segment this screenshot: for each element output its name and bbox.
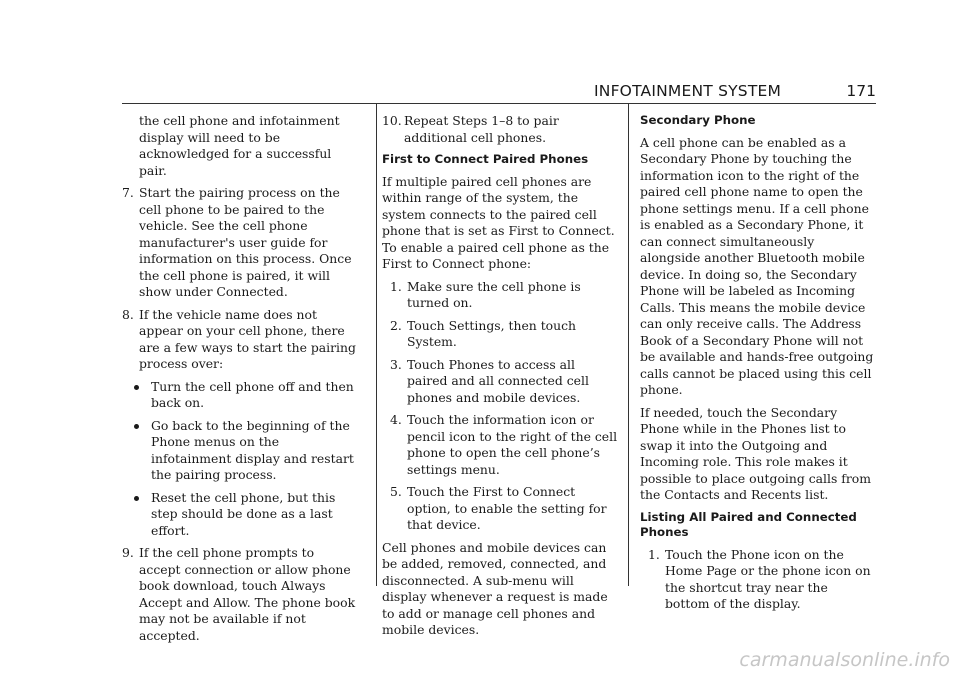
step-number: 2. <box>390 317 402 333</box>
step-text: If the cell phone prompts to accept connection or allow phone book download, touch Always Accept and Allow. The phone book may not be available if not accepted. <box>139 545 356 643</box>
step-8 <box>122 307 358 373</box>
section-heading: First to Connect Paired Phones <box>382 152 589 166</box>
bullet-item <box>122 379 358 412</box>
step-1 <box>390 279 618 312</box>
step-text: Touch the Phone icon on the Home Page or the phone icon on the shortcut tray near the bottom of the display. <box>665 546 871 611</box>
step-text: Make sure the cell phone is turned on. <box>407 278 581 310</box>
watermark: carmanualsonline.info <box>739 649 950 671</box>
step-text: Touch Settings, then touch System. <box>407 317 577 349</box>
step-3 <box>390 357 618 407</box>
section-heading: Listing All Paired and Connected Phones <box>640 509 857 539</box>
step-number: 3. <box>390 356 402 372</box>
step-text: Touch the information icon or pencil icon to the right of the cell phone to open the cell phone’s settings menu. <box>407 412 618 477</box>
bullet-item <box>122 418 358 484</box>
column-1 <box>122 113 358 650</box>
bullet-text: Reset the cell phone, but this step should be done as a last effort. <box>151 489 336 538</box>
paragraph: A cell phone can be enabled as a Secondary Phone by touching the information icon to the right of the paired cell phone name to open the phone settings menu. If a cell phone is enabled as a Secondary Phone, it can connect simultaneously alongside another Bluetooth mobile device. In doing so, the Secondary Phone will be labeled as Incoming Calls. This means the mobile device can only receive calls. The Address Book of a Secondary Phone will not be available and hands-free outgoing calls cannot be placed using this cell phone. <box>640 134 874 397</box>
step-2 <box>390 318 618 351</box>
column-2 <box>382 113 618 645</box>
step-10 <box>382 113 618 146</box>
step-5 <box>390 484 618 534</box>
page-header <box>594 82 876 102</box>
step-text: If the vehicle name does not appear on your cell phone, there are a few ways to start the pairing process over: <box>139 306 356 371</box>
step-number: 4. <box>390 412 402 427</box>
step-4 <box>390 412 618 478</box>
step-1 <box>648 547 876 613</box>
column-divider-1 <box>376 103 377 586</box>
bullet-icon <box>134 424 139 429</box>
step-text: Touch Phones to access all paired and all connected cell phones and mobile devices. <box>407 356 589 405</box>
column-3 <box>640 113 876 619</box>
column-divider-2 <box>628 103 629 586</box>
step-number: 10. <box>382 113 402 128</box>
step-7 <box>122 185 358 301</box>
paragraph: Cell phones and mobile devices can be added, removed, connected, and disconnected. A sub-menu will display whenever a request is made to add or manage cell phones and mobile devices. <box>382 539 608 637</box>
bullet-icon <box>134 496 139 501</box>
step-number: 7. <box>122 185 134 200</box>
step-number: 1. <box>648 546 660 562</box>
header-rule <box>122 103 876 104</box>
continued-text: the cell phone and infotainment display will need to be acknowledged for a successful pair. <box>139 113 340 178</box>
step-number: 5. <box>390 484 402 499</box>
step-text: Repeat Steps 1–8 to pair additional cell phones. <box>404 113 559 145</box>
section-heading: Secondary Phone <box>640 113 756 127</box>
step-text: Touch the First to Connect option, to enable the setting for that device. <box>407 484 607 532</box>
bullet-icon <box>134 385 139 390</box>
step-number: 1. <box>390 278 402 294</box>
section-title: INFOTAINMENT SYSTEM <box>594 82 782 100</box>
step-9 <box>122 545 358 644</box>
bullet-text: Turn the cell phone off and then back on. <box>151 378 354 410</box>
bullet-text: Go back to the beginning of the Phone menus on the infotainment display and restart the pairing process. <box>151 417 354 482</box>
step-number: 9. <box>122 545 134 560</box>
page-number: 171 <box>846 82 876 100</box>
paragraph: If needed, touch the Secondary Phone while in the Phones list to swap it into the Outgoing and Incoming role. This role makes it possible to place outgoing calls from the Contacts and Recents list. <box>640 404 871 502</box>
paragraph: If multiple paired cell phones are within range of the system, the system connects to the paired cell phone that is set as First to Connect. To enable a paired cell phone as the First to Connect phone: <box>382 173 615 271</box>
step-text: Start the pairing process on the cell phone to be paired to the vehicle. See the cell phone manufacturer's user guide for information on this process. Once the cell phone is paired, it will show under Connected. <box>139 185 352 299</box>
step-number: 8. <box>122 306 134 322</box>
bullet-item <box>122 490 358 540</box>
